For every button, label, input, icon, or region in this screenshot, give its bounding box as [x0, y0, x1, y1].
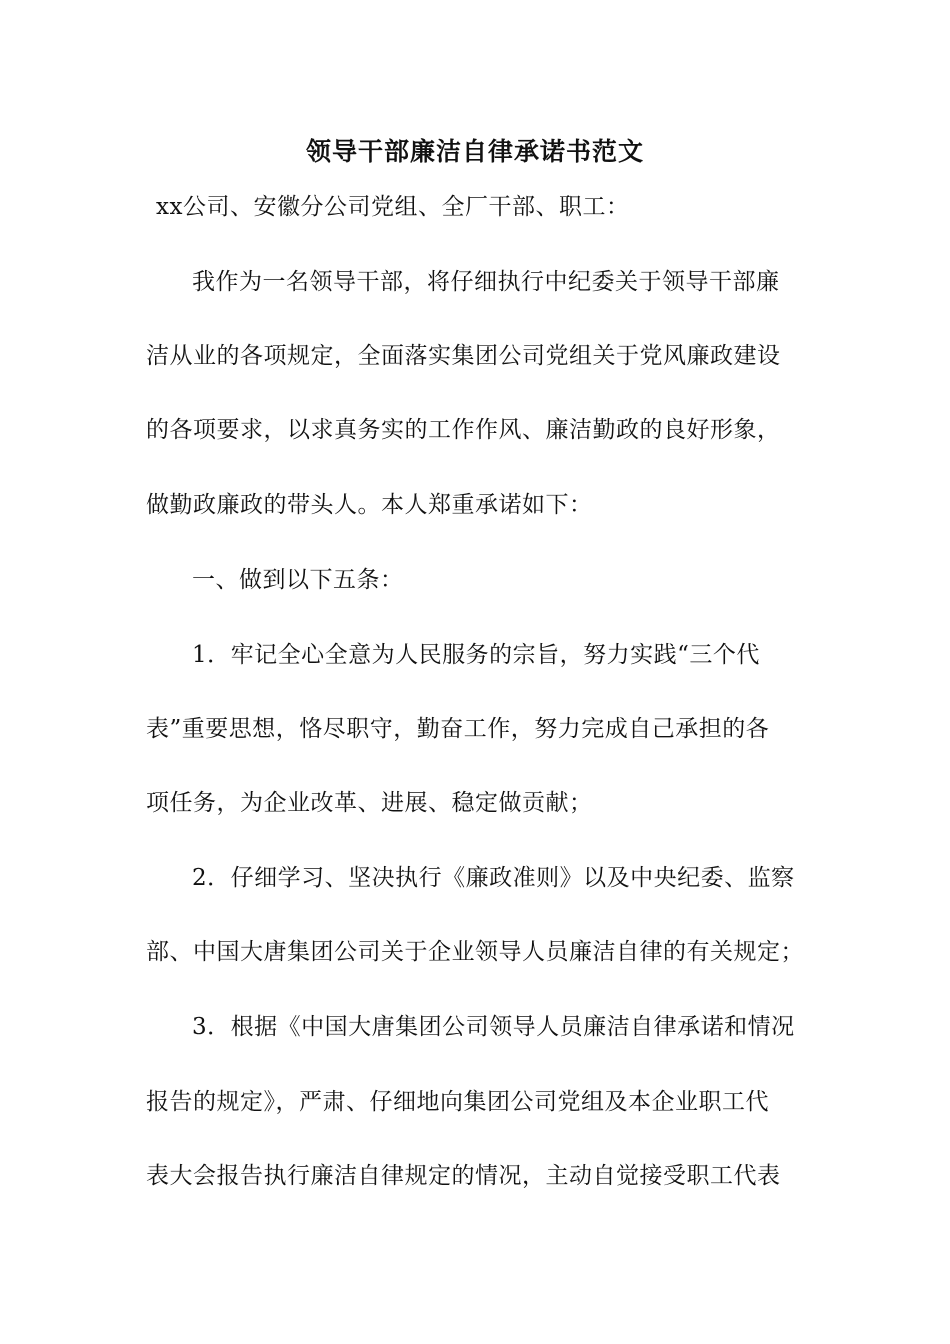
body-line: 洁从业的各项规定，全面落实集团公司党组关于党风廉政建设: [146, 343, 781, 369]
body-line: 我作为一名领导干部，将仔细执行中纪委关于领导干部廉: [192, 269, 780, 295]
body-line: 报告的规定》，严肃、仔细地向集团公司党组及本企业职工代: [146, 1089, 769, 1115]
body-line: 1．牢记全心全意为人民服务的宗旨，努力实践“三个代: [192, 642, 760, 668]
section-heading: 一、做到以下五条：: [192, 567, 404, 593]
body-line: 部、中国大唐集团公司关于企业领导人员廉洁自律的有关规定；: [146, 939, 804, 965]
body-line: 表大会报告执行廉洁自律规定的情况，主动自觉接受职工代表: [146, 1163, 781, 1189]
document-title: 领导干部廉洁自律承诺书范文: [305, 137, 644, 166]
salutation-line: xx公司、安徽分公司党组、全厂干部、职工：: [156, 194, 630, 220]
body-line: 3．根据《中国大唐集团公司领导人员廉洁自律承诺和情况: [192, 1014, 795, 1040]
body-line: 2．仔细学习、坚决执行《廉政准则》以及中央纪委、监察: [192, 865, 795, 891]
body-line: 做勤政廉政的带头人。本人郑重承诺如下：: [146, 492, 593, 518]
body-line: 表”重要思想，恪尽职守，勤奋工作，努力完成自己承担的各: [146, 716, 770, 742]
body-line: 项任务，为企业改革、进展、稳定做贡献；: [146, 790, 593, 816]
body-line: 的各项要求，以求真务实的工作作风、廉洁勤政的良好形象，: [146, 417, 781, 443]
